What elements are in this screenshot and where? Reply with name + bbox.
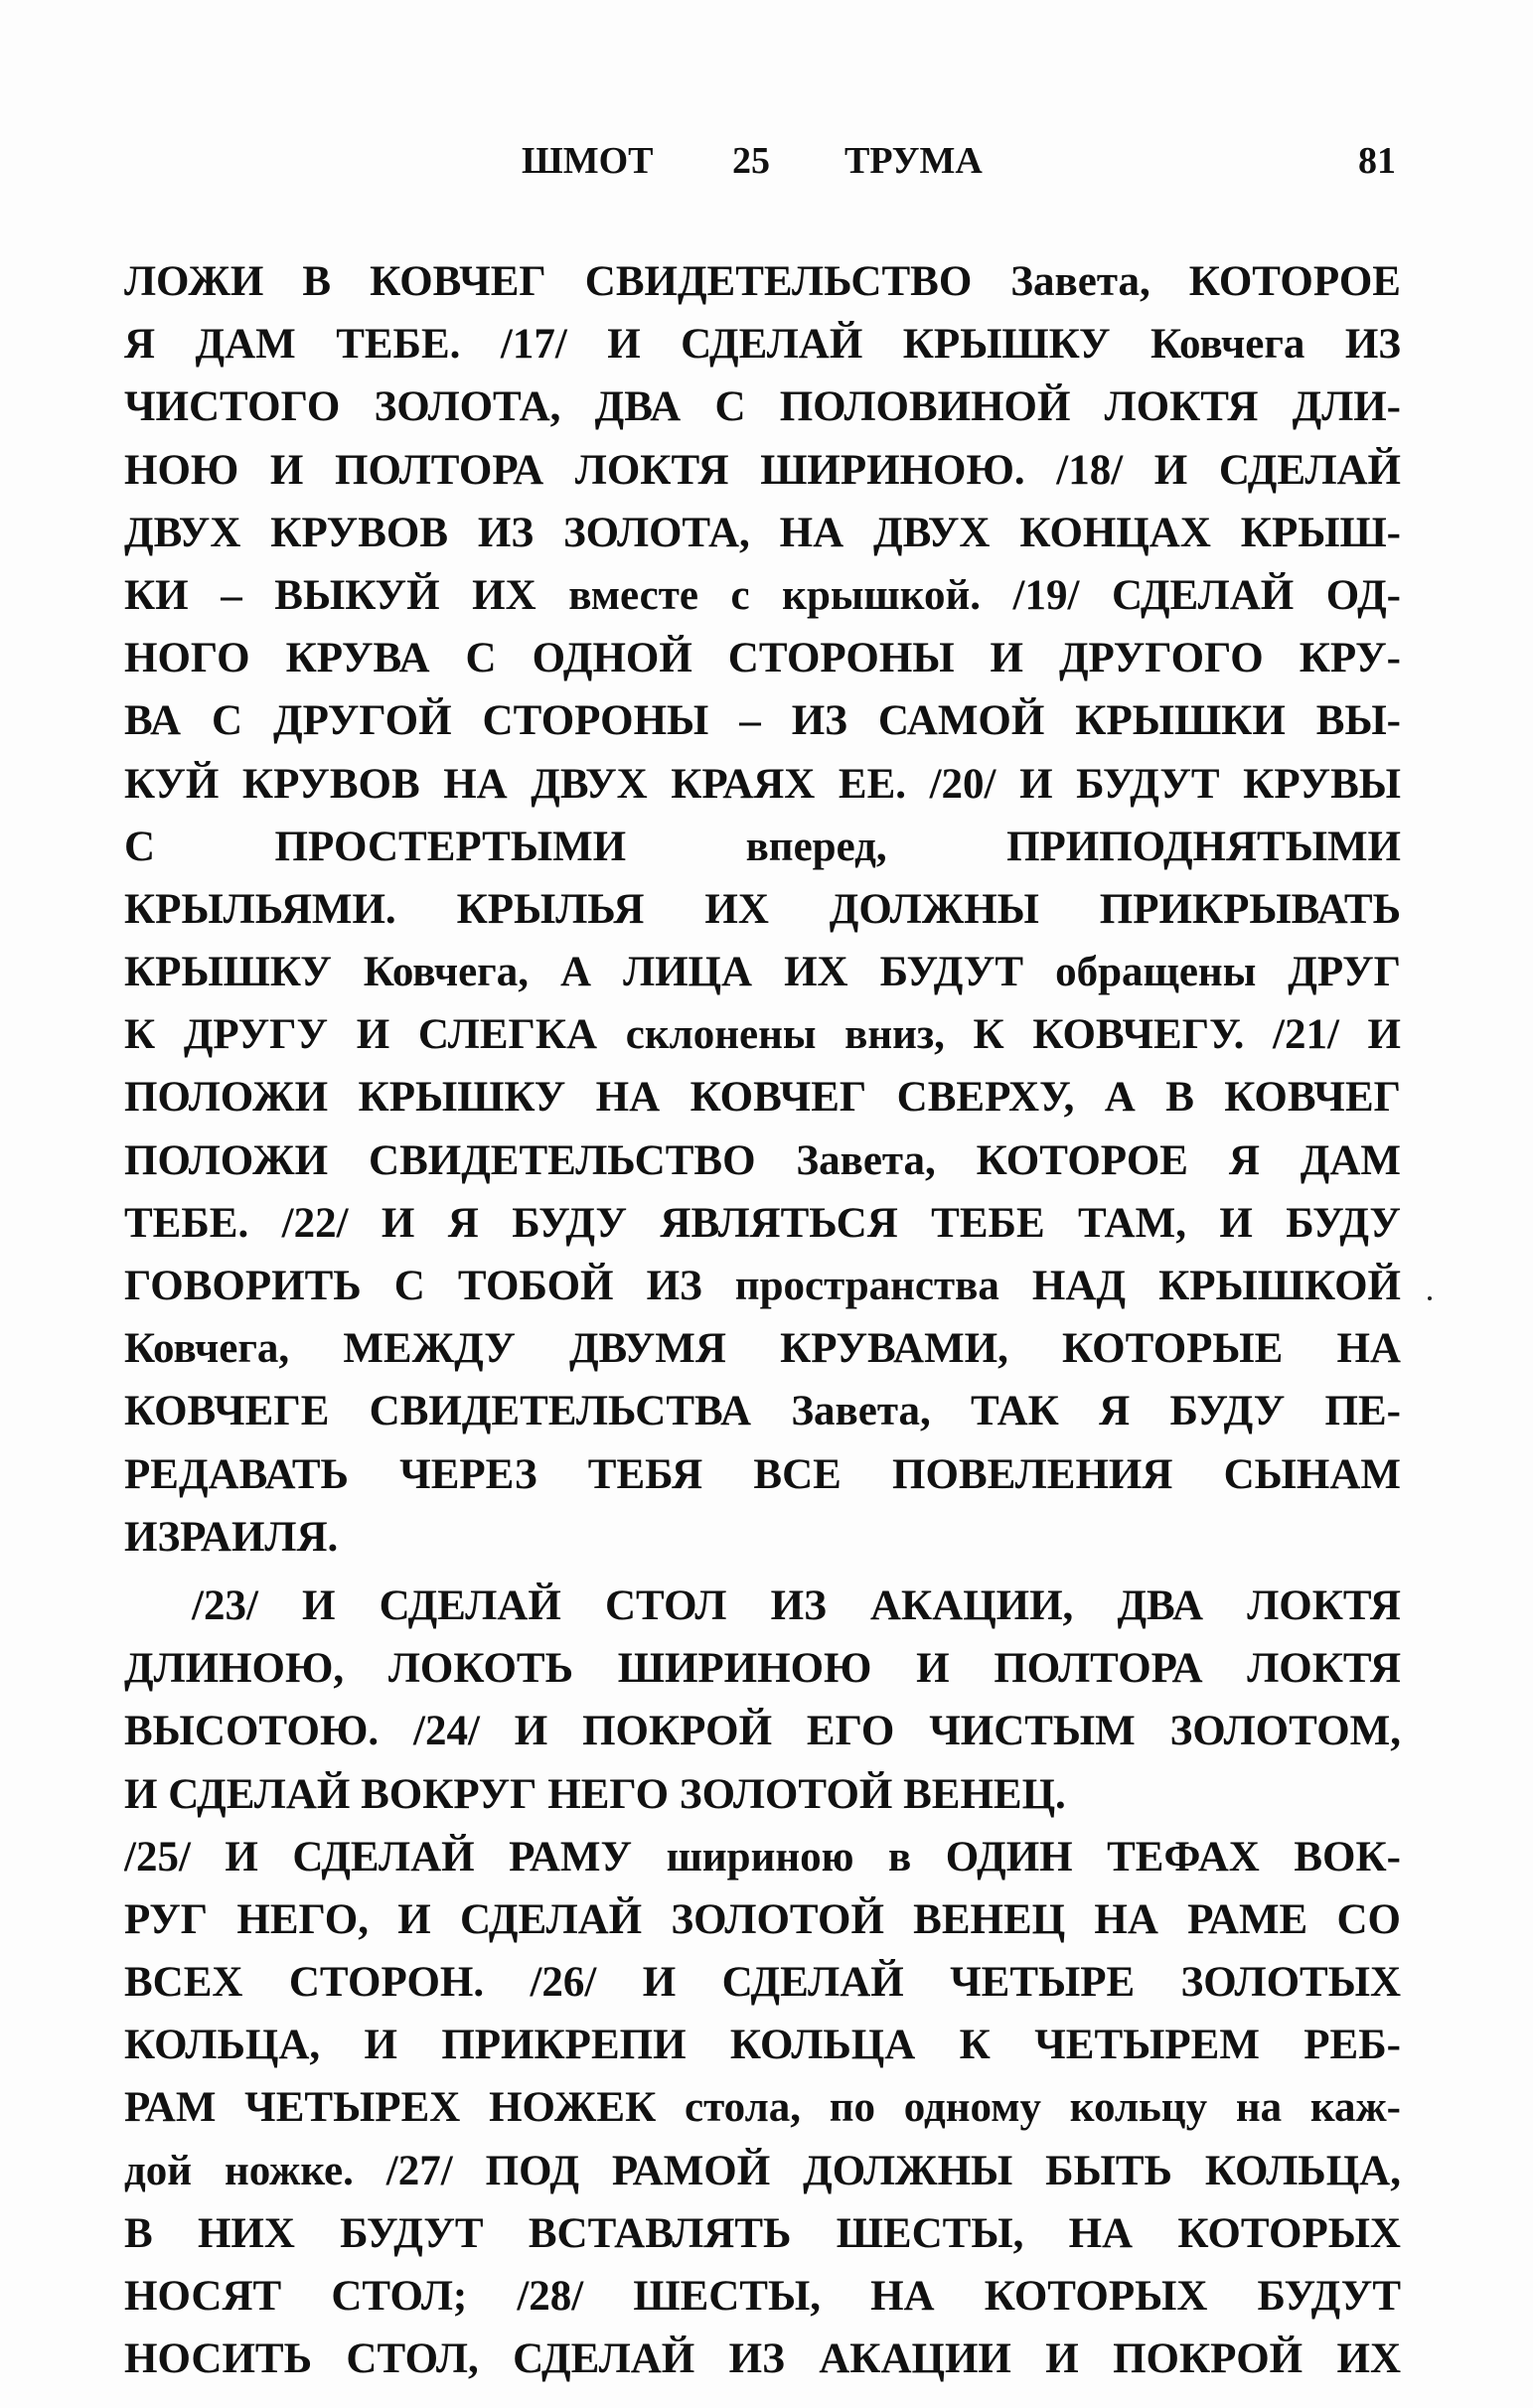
text-line: КИ – ВЫКУЙ ИХ вместе с крышкой. /19/ СДЕЛАЙ ОД- [124, 571, 1401, 619]
header-portion-name: ТРУМА [844, 140, 983, 182]
page-number: 81 [1358, 140, 1396, 182]
text-line: С ПРОСТЕРТЫМИ вперед, ПРИПОДНЯТЫМИ [124, 823, 1401, 870]
running-header [124, 139, 1396, 199]
text-line: И СДЕЛАЙ ВОКРУГ НЕГО ЗОЛОТОЙ ВЕНЕЦ. [124, 1770, 1066, 1818]
text-line: КРЫЛЬЯМИ. КРЫЛЬЯ ИХ ДОЛЖНЫ ПРИКРЫВАТЬ [124, 885, 1401, 933]
header-chapter-number: 25 [732, 140, 770, 182]
scan-speck [1428, 1296, 1432, 1300]
body-text [124, 250, 1401, 2390]
header-book-title: ШМОТ [522, 140, 654, 182]
text-line: КУЙ КРУВОВ НА ДВУХ КРАЯХ ЕЕ. /20/ И БУДУТ КРУВЫ [124, 760, 1401, 808]
text-line: РУГ НЕГО, И СДЕЛАЙ ЗОЛОТОЙ ВЕНЕЦ НА РАМЕ СО [124, 1895, 1401, 1943]
text-line: ЧИСТОГО ЗОЛОТА, ДВА С ПОЛОВИНОЙ ЛОКТЯ ДЛИ- [124, 383, 1401, 431]
text-line: НОЮ И ПОЛТОРА ЛОКТЯ ШИРИНОЮ. /18/ И СДЕЛАЙ [124, 446, 1401, 494]
text-line: НОСЯТ СТОЛ; /28/ ШЕСТЫ, НА КОТОРЫХ БУДУТ [124, 2273, 1401, 2320]
text-line: Ковчега, МЕЖДУ ДВУМЯ КРУВАМИ, КОТОРЫЕ НА [124, 1325, 1401, 1373]
text-line: ЛОЖИ В КОВЧЕГ СВИДЕТЕЛЬСТВО Завета, КОТОРОЕ [124, 258, 1401, 305]
text-line: ПОЛОЖИ КРЫШКУ НА КОВЧЕГ СВЕРХУ, А В КОВЧЕГ [124, 1074, 1401, 1122]
text-line: Я ДАМ ТЕБЕ. /17/ И СДЕЛАЙ КРЫШКУ Ковчега ИЗ [124, 321, 1401, 369]
text-line: КОВЧЕГЕ СВИДЕТЕЛЬСТВА Завета, ТАК Я БУДУ ПЕ- [124, 1388, 1401, 1435]
text-line: дой ножке. /27/ ПОД РАМОЙ ДОЛЖНЫ БЫТЬ КОЛЬЦА, [124, 2147, 1401, 2194]
paragraph-start-line: /23/ И СДЕЛАЙ СТОЛ ИЗ АКАЦИИ, ДВА ЛОКТЯ [192, 1581, 1401, 1629]
text-line: В НИХ БУДУТ ВСТАВЛЯТЬ ШЕСТЫ, НА КОТОРЫХ [124, 2209, 1401, 2257]
text-line: ВЫСОТОЮ. /24/ И ПОКРОЙ ЕГО ЧИСТЫМ ЗОЛОТОМ, [124, 1708, 1401, 1755]
text-line: РЕДАВАТЬ ЧЕРЕЗ ТЕБЯ ВСЕ ПОВЕЛЕНИЯ СЫНАМ [124, 1450, 1401, 1498]
text-line: ВСЕХ СТОРОН. /26/ И СДЕЛАЙ ЧЕТЫРЕ ЗОЛОТЫХ [124, 1959, 1401, 2007]
text-line: ДЛИНОЮ, ЛОКОТЬ ШИРИНОЮ И ПОЛТОРА ЛОКТЯ [124, 1645, 1401, 1693]
text-line: ДВУХ КРУВОВ ИЗ ЗОЛОТА, НА ДВУХ КОНЦАХ КРЫШ- [124, 509, 1401, 556]
text-line: ИЗРАИЛЯ. [124, 1513, 339, 1561]
text-line: РАМ ЧЕТЫРЕХ НОЖЕК стола, по одному кольцу на каж- [124, 2084, 1401, 2132]
text-line: ВА С ДРУГОЙ СТОРОНЫ – ИЗ САМОЙ КРЫШКИ ВЫ- [124, 697, 1401, 745]
text-line: НОСИТЬ СТОЛ, СДЕЛАЙ ИЗ АКАЦИИ И ПОКРОЙ ИХ [124, 2335, 1401, 2383]
text-line: ТЕБЕ. /22/ И Я БУДУ ЯВЛЯТЬСЯ ТЕБЕ ТАМ, И БУДУ [124, 1199, 1401, 1247]
text-line: К ДРУГУ И СЛЕГКА склонены вниз, К КОВЧЕГУ. /21/ И [124, 1011, 1401, 1059]
text-line: ГОВОРИТЬ С ТОБОЙ ИЗ пространства НАД КРЫШКОЙ [124, 1263, 1401, 1309]
text-line: КРЫШКУ Ковчега, А ЛИЦА ИХ БУДУТ обращены ДРУГ [124, 949, 1401, 996]
text-line: КОЛЬЦА, И ПРИКРЕПИ КОЛЬЦА К ЧЕТЫРЕМ РЕБ- [124, 2022, 1401, 2069]
text-line: ПОЛОЖИ СВИДЕТЕЛЬСТВО Завета, КОТОРОЕ Я ДАМ [124, 1136, 1401, 1184]
paragraph-start-line: /25/ И СДЕЛАЙ РАМУ шириною в ОДИН ТЕФАХ ВОК- [124, 1833, 1401, 1881]
text-line: НОГО КРУВА С ОДНОЙ СТОРОНЫ И ДРУГОГО КРУ- [124, 635, 1401, 682]
